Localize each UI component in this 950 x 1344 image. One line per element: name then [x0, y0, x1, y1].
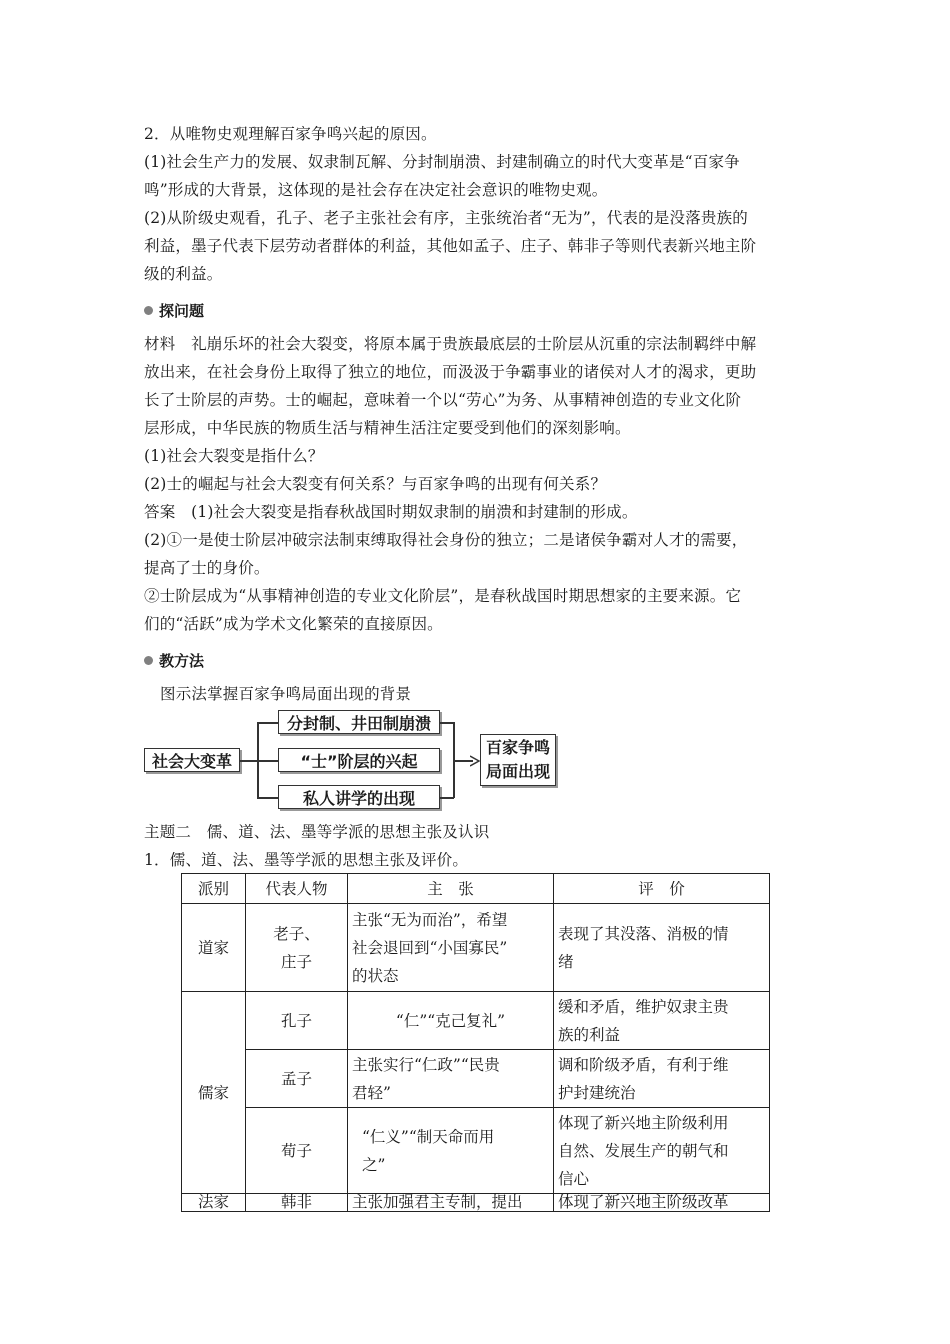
table-row: [182, 1194, 770, 1212]
diagram-mid-box: 分封制、井田制崩溃: [278, 710, 440, 734]
schools-table: [181, 873, 770, 1212]
header-cell: 代表人物: [246, 874, 348, 904]
school-cell: 法家: [182, 1194, 246, 1212]
material-line: 长了士阶层的声势。士的崛起，意味着一个以“劳心”为务、从事精神创造的专业文化阶: [144, 391, 742, 409]
claim-cell: “仁义”“制天命而用 之”: [348, 1108, 554, 1194]
table-row: [182, 992, 770, 1050]
paragraph-line: 利益，墨子代表下层劳动者群体的利益，其他如孟子、庄子、韩非子等则代表新兴地主阶: [144, 237, 757, 255]
school-cell: 儒家: [182, 992, 246, 1194]
diagram-intro: 图示法掌握百家争鸣局面出现的背景: [160, 685, 412, 703]
table-row: [182, 1108, 770, 1194]
connector-line: [440, 722, 454, 724]
connector-line: [440, 797, 454, 799]
table-header-row: [182, 874, 770, 904]
paragraph-line: 鸣”形成的大背景，这体现的是社会存在决定社会意识的唯物史观。: [144, 181, 608, 199]
table-row: [182, 1050, 770, 1108]
diagram-mid-box: 私人讲学的出现: [278, 785, 440, 809]
paragraph-line: (2)从阶级史观看，孔子、老子主张社会有序，主张统治者“无为”，代表的是没落贵族的: [144, 209, 749, 227]
theme-subtitle: 1．儒、道、法、墨等学派的思想主张及评价。: [144, 851, 469, 869]
answer-1: 答案 (1)社会大裂变是指春秋战国时期奴隶制的崩溃和封建制的形成。: [144, 503, 638, 521]
diagram-mid-box: “士”阶层的兴起: [278, 748, 440, 772]
person-cell: 老子、 庄子: [246, 904, 348, 992]
question-2: (2)士的崛起与社会大裂变有何关系？与百家争鸣的出现有何关系？: [144, 475, 607, 493]
section-heading: 教方法: [144, 650, 204, 671]
answer-line: 们的“活跃”成为学术文化繁荣的直接原因。: [144, 615, 443, 633]
diagram-right-box: 百家争鸣 局面出现: [480, 734, 556, 786]
question-1: (1)社会大裂变是指什么？: [144, 447, 324, 465]
header-cell: 评 价: [554, 874, 770, 904]
diagram-left-box: 社会大变革: [144, 748, 240, 772]
person-cell: 韩非: [246, 1194, 348, 1212]
claim-cell: 主张“无为而治”，希望 社会退回到“小国寡民” 的状态: [348, 904, 554, 992]
bullet-dot-icon: [144, 306, 153, 315]
arrow-head-icon: [470, 755, 480, 767]
bullet-dot-icon: [144, 656, 153, 665]
connector-line: [257, 797, 278, 799]
claim-cell: “仁”“克己复礼”: [348, 992, 554, 1050]
eval-cell: 体现了新兴地主阶级利用 自然、发展生产的朝气和 信心: [554, 1108, 770, 1194]
eval-cell: 体现了新兴地主阶级改革: [554, 1194, 770, 1212]
paragraph-line: (1)社会生产力的发展、奴隶制瓦解、分封制崩溃、封建制确立的时代大变革是“百家争: [144, 153, 740, 171]
connector-line: [257, 722, 278, 724]
person-cell: 孔子: [246, 992, 348, 1050]
claim-cell: 主张加强君主专制，提出: [348, 1194, 554, 1212]
answer-line: ②士阶层成为“从事精神创造的专业文化阶层”，是春秋战国时期思想家的主要来源。它: [144, 587, 742, 605]
theme-title: 主题二 儒、道、法、墨等学派的思想主张及认识: [144, 823, 490, 841]
header-cell: 派别: [182, 874, 246, 904]
material-line: 放出来，在社会身份上取得了独立的地位，而汲汲于争霸事业的诸侯对人才的渴求，更助: [144, 363, 757, 381]
eval-cell: 调和阶级矛盾，有利于维 护封建统治: [554, 1050, 770, 1108]
material-line: 层形成，中华民族的物质生活与精神生活注定要受到他们的深刻影响。: [144, 419, 631, 437]
eval-cell: 缓和矛盾，维护奴隶主贵 族的利益: [554, 992, 770, 1050]
section-heading: 探问题: [144, 300, 204, 321]
eval-cell: 表现了其没落、消极的情 绪: [554, 904, 770, 992]
school-cell: 道家: [182, 904, 246, 992]
material-line: 材料 礼崩乐坏的社会大裂变，将原本属于贵族最底层的士阶层从沉重的宗法制羁绊中解: [144, 335, 757, 353]
claim-cell: 主张实行“仁政”“民贵 君轻”: [348, 1050, 554, 1108]
section-title: 2．从唯物史观理解百家争鸣兴起的原因。: [144, 125, 437, 143]
answer-line: (2)①一是使士阶层冲破宗法制束缚取得社会身份的独立；二是诸侯争霸对人才的需要，: [144, 531, 748, 549]
person-cell: 荀子: [246, 1108, 348, 1194]
connector-line: [240, 760, 258, 762]
person-cell: 孟子: [246, 1050, 348, 1108]
paragraph-line: 级的利益。: [144, 265, 223, 283]
connector-line: [257, 760, 278, 762]
answer-line: 提高了士的身价。: [144, 559, 270, 577]
table-row: [182, 904, 770, 992]
header-cell: 主 张: [348, 874, 554, 904]
